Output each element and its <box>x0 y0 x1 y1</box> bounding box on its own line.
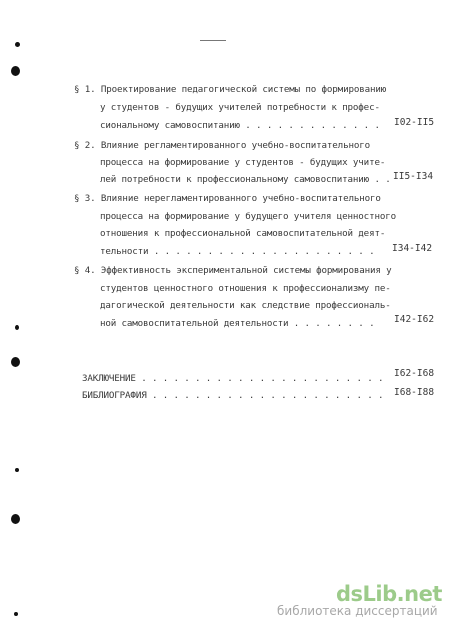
page-range: I34-I42 <box>392 243 433 254</box>
page-range: II5-I34 <box>393 171 434 182</box>
scan-artifact <box>15 325 19 330</box>
page-range: I42-I62 <box>394 314 435 325</box>
watermark-caption: библиотека диссертаций <box>277 604 438 618</box>
toc-line: § 1. Проектирование педагогической системы по формированию <box>74 84 387 95</box>
scan-artifact <box>15 468 19 472</box>
page-range: I68-I88 <box>394 387 435 398</box>
toc-line: студентов ценностного отношения к профессионализму пе- <box>100 283 391 294</box>
toc-line: § 3. Влияние нерегламентированного учебно-воспитательного <box>74 193 381 204</box>
page-range: I62-I68 <box>394 368 435 379</box>
toc-line: § 4. Эффективность экспериментальной системы формирования у <box>74 265 392 276</box>
scan-artifact <box>15 42 20 47</box>
punch-hole <box>11 66 20 76</box>
toc-line: процесса на формирование у студентов - будущих учите- <box>100 157 386 168</box>
toc-line-bibliography: БИБЛИОГРАФИЯ . . . . . . . . . . . . . . . . . . . . . . <box>82 390 384 401</box>
toc-line: сиональному самовоспитанию . . . . . . . . . . . . . <box>100 120 380 131</box>
toc-line: у студентов - будущих учителей потребности к профес- <box>100 102 380 113</box>
page-range: I02-II5 <box>394 117 435 128</box>
toc-line: лей потребности к профессиональному самовоспитанию . . <box>100 174 391 185</box>
toc-line-conclusion: ЗАКЛЮЧЕНИЕ . . . . . . . . . . . . . . . . . . . . . . . <box>82 373 384 384</box>
dslib-logo: dsLib.net <box>336 582 442 606</box>
toc-line: дагогической деятельности как следствие профессиональ- <box>100 300 391 311</box>
toc-line: процесса на формирование у будущего учителя ценностного <box>100 211 396 222</box>
toc-line: § 2. Влияние регламентированного учебно-воспитательного <box>74 140 370 151</box>
punch-hole <box>11 357 20 367</box>
toc-line: отношения к профессиональной самовоспитательной деят- <box>100 228 386 239</box>
scan-artifact <box>200 40 226 43</box>
scan-artifact <box>14 612 18 616</box>
toc-line: тельности . . . . . . . . . . . . . . . . . . . . . <box>100 246 375 257</box>
toc-line: ной самовоспитательной деятельности . . . . . . . . <box>100 318 375 329</box>
punch-hole <box>11 514 20 524</box>
